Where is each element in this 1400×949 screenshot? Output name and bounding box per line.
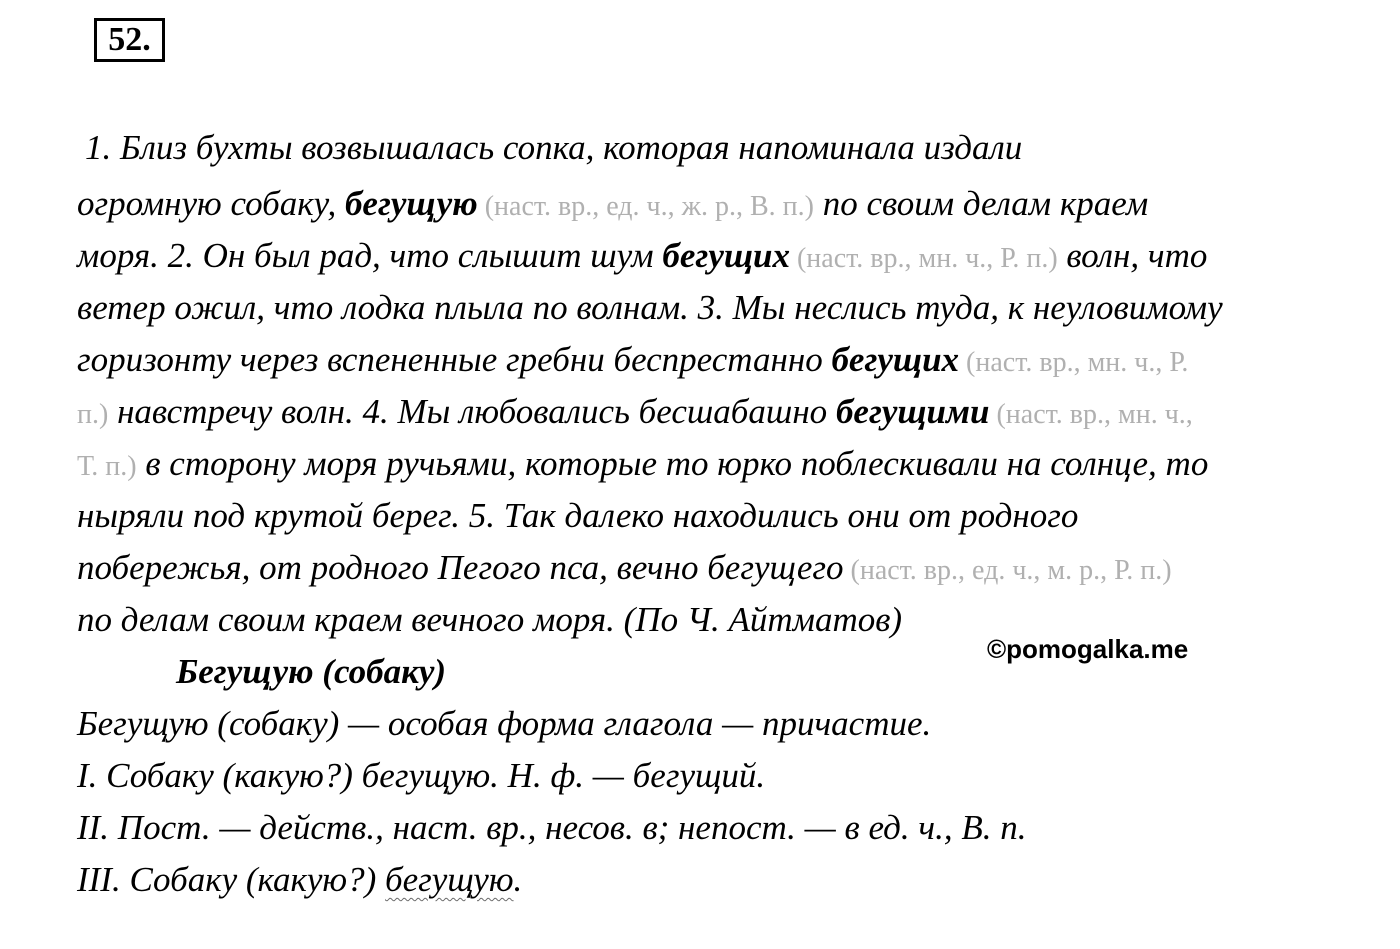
text-line-4 (77, 288, 1223, 328)
analysis-text: . (513, 860, 523, 899)
analysis-text: III. Собаку (какую?) (77, 860, 385, 899)
sentence-text: моря. 2. Он был рад, что слышит шум (77, 236, 663, 275)
analysis-line-1 (77, 704, 931, 744)
watermark: ©pomogalka.me (987, 634, 1189, 664)
text-line-7 (77, 444, 1208, 487)
text-line-6 (77, 392, 1193, 435)
sentence-text: огромную собаку, (77, 184, 345, 223)
heading-text: Бегущую (собаку) (176, 652, 447, 691)
sentence-text: ныряли под крутой берег. 5. Так далеко находились они от родного (77, 496, 1079, 535)
analysis-line-3 (77, 808, 1026, 848)
grammar-note: п.) (77, 399, 109, 430)
analysis-line-2 (77, 756, 765, 796)
analysis-text: II. Пост. — действ., наст. вр., несов. в; непост. — в ед. ч., В. п. (77, 808, 1027, 847)
text-line-5 (77, 340, 1188, 383)
sentence-text: навстречу волн. 4. Мы любовались бесшабашно (108, 392, 836, 431)
sentence-text: по своим делам краем (813, 184, 1149, 223)
grammar-note: (наст. вр., ед. ч., ж. р., В. п.) (477, 191, 814, 222)
sentence-text: в сторону моря ручьями, которые то юрко поблескивали на солнце, то (136, 444, 1209, 483)
highlighted-participle: бегущую (344, 184, 478, 223)
underlined-participle: бегущую (385, 860, 514, 899)
text-line-9 (77, 548, 1172, 591)
text-line-1 (85, 128, 1022, 168)
sentence-text: по делам своим краем вечного моря. (По Ч. Айтматов) (77, 600, 903, 639)
analysis-text: Бегущую (собаку) — особая форма глагола — причастие. (77, 704, 932, 743)
sentence-text: горизонту через вспененные гребни беспрестанно (77, 340, 832, 379)
analysis-heading (176, 652, 446, 692)
task-number: 52. (94, 18, 165, 62)
sentence-text: 1. Близ бухты возвышалась сопка, которая напоминала издали (85, 128, 1023, 167)
grammar-note: (наст. вр., ед. ч., м. р., Р. п.) (843, 555, 1172, 586)
grammar-note: (наст. вр., мн. ч., Р. (959, 347, 1189, 378)
sentence-text: ветер ожил, что лодка плыла по волнам. 3. Мы неслись туда, к неуловимому (77, 288, 1223, 327)
text-line-10 (77, 600, 902, 640)
sentence-text: побережья, от родного Пегого пса, вечно бегущего (77, 548, 844, 587)
highlighted-participle: бегущих (831, 340, 960, 379)
text-line-2 (77, 184, 1148, 227)
grammar-note: (наст. вр., мн. ч., Р. п.) (789, 243, 1058, 274)
sentence-text: волн, что (1057, 236, 1208, 275)
grammar-note: (наст. вр., мн. ч., (989, 399, 1193, 430)
analysis-line-4 (77, 860, 522, 900)
text-line-3 (77, 236, 1207, 279)
analysis-text: I. Собаку (какую?) бегущую. Н. ф. — бегущий. (77, 756, 766, 795)
grammar-note: Т. п.) (77, 451, 137, 482)
highlighted-participle: бегущих (662, 236, 790, 275)
text-line-8 (77, 496, 1078, 536)
highlighted-participle: бегущими (835, 392, 990, 431)
